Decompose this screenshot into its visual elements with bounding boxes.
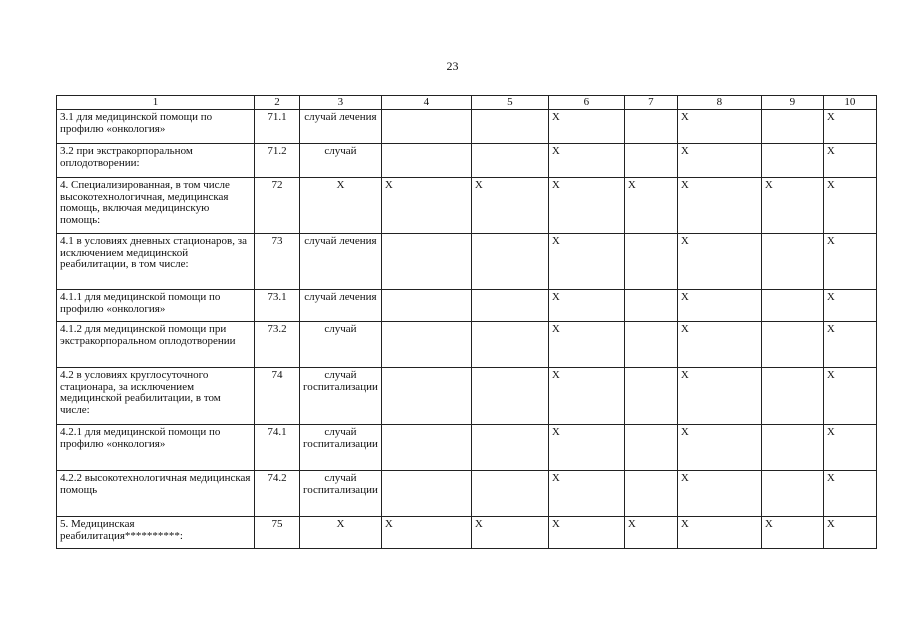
row-code: 73.1 [255, 290, 300, 322]
row-code: 71.1 [255, 110, 300, 144]
table-row [57, 110, 877, 144]
cell-col-5 [471, 471, 548, 517]
cell-col-5 [471, 322, 548, 368]
cell-col-4 [381, 110, 471, 144]
cell-col-7 [624, 290, 677, 322]
cell-col-4: X [381, 517, 471, 549]
cell-col-9 [761, 425, 823, 471]
row-unit: случай лечения [300, 110, 382, 144]
cell-col-8: X [677, 234, 761, 290]
cell-col-8: X [677, 178, 761, 234]
cell-col-5 [471, 110, 548, 144]
table-row [57, 322, 877, 368]
cell-col-9 [761, 322, 823, 368]
cell-col-5: X [471, 517, 548, 549]
table-row [57, 425, 877, 471]
row-code: 74.1 [255, 425, 300, 471]
cell-col-7 [624, 144, 677, 178]
table-row [57, 144, 877, 178]
page-number: 23 [446, 59, 459, 73]
table-row [57, 290, 877, 322]
cell-col-10: X [823, 425, 876, 471]
table-row [57, 517, 877, 549]
row-label: 3.2 при экстракорпоральном оплодотворении: [57, 144, 255, 178]
cell-col-9: X [761, 178, 823, 234]
row-unit: случай лечения [300, 234, 382, 290]
cell-col-6: X [548, 425, 624, 471]
cell-col-8: X [677, 425, 761, 471]
cell-col-10: X [823, 234, 876, 290]
cell-col-5 [471, 290, 548, 322]
cell-col-10: X [823, 322, 876, 368]
cell-col-6: X [548, 290, 624, 322]
cell-col-7 [624, 368, 677, 425]
cell-col-6: X [548, 322, 624, 368]
cell-col-7 [624, 234, 677, 290]
row-label: 4.1.2 для медицинской помощи при экстракорпоральном оплодотворении [57, 322, 255, 368]
column-header: 3 [300, 96, 382, 110]
cell-col-10: X [823, 517, 876, 549]
column-header: 9 [761, 96, 823, 110]
row-label: 4.1.1 для медицинской помощи по профилю «онкология» [57, 290, 255, 322]
cell-col-9 [761, 290, 823, 322]
cell-col-9: X [761, 517, 823, 549]
cell-col-4: X [381, 178, 471, 234]
cell-col-9 [761, 234, 823, 290]
row-unit: случай лечения [300, 290, 382, 322]
cell-col-9 [761, 144, 823, 178]
cell-col-10: X [823, 368, 876, 425]
cell-col-8: X [677, 322, 761, 368]
row-code: 73.2 [255, 322, 300, 368]
cell-col-8: X [677, 144, 761, 178]
row-unit: X [300, 517, 382, 549]
cell-col-6: X [548, 517, 624, 549]
row-label: 4.2.2 высокотехнологичная медицинская помощь [57, 471, 255, 517]
cell-col-10: X [823, 290, 876, 322]
cell-col-4 [381, 322, 471, 368]
table-row [57, 368, 877, 425]
row-label: 4. Специализированная, в том числе высокотехнологичная, медицинская помощь, включая медицинскую помощь: [57, 178, 255, 234]
cell-col-6: X [548, 471, 624, 517]
row-unit: случай госпитализации [300, 368, 382, 425]
cell-col-4 [381, 425, 471, 471]
column-header: 1 [57, 96, 255, 110]
row-label: 4.1 в условиях дневных стационаров, за исключением медицинской реабилитации, в том числе: [57, 234, 255, 290]
cell-col-8: X [677, 290, 761, 322]
row-unit: случай [300, 144, 382, 178]
cell-col-8: X [677, 368, 761, 425]
data-table [56, 95, 877, 549]
cell-col-4 [381, 471, 471, 517]
row-code: 73 [255, 234, 300, 290]
cell-col-7 [624, 110, 677, 144]
cell-col-9 [761, 110, 823, 144]
table-row [57, 471, 877, 517]
cell-col-10: X [823, 178, 876, 234]
cell-col-8: X [677, 471, 761, 517]
cell-col-6: X [548, 144, 624, 178]
cell-col-4 [381, 144, 471, 178]
cell-col-10: X [823, 144, 876, 178]
cell-col-7: X [624, 517, 677, 549]
cell-col-6: X [548, 110, 624, 144]
row-code: 75 [255, 517, 300, 549]
cell-col-5: X [471, 178, 548, 234]
cell-col-9 [761, 471, 823, 517]
cell-col-6: X [548, 178, 624, 234]
cell-col-5 [471, 234, 548, 290]
row-label: 5. Медицинская реабилитация**********: [57, 517, 255, 549]
cell-col-9 [761, 368, 823, 425]
cell-col-4 [381, 234, 471, 290]
cell-col-8: X [677, 517, 761, 549]
row-unit: X [300, 178, 382, 234]
cell-col-5 [471, 368, 548, 425]
row-code: 74 [255, 368, 300, 425]
row-label: 4.2.1 для медицинской помощи по профилю «онкология» [57, 425, 255, 471]
row-label: 3.1 для медицинской помощи по профилю «онкология» [57, 110, 255, 144]
row-unit: случай [300, 322, 382, 368]
cell-col-4 [381, 368, 471, 425]
table-row [57, 234, 877, 290]
row-unit: случай госпитализации [300, 425, 382, 471]
column-header: 7 [624, 96, 677, 110]
cell-col-10: X [823, 110, 876, 144]
row-code: 71.2 [255, 144, 300, 178]
row-unit: случай госпитализации [300, 471, 382, 517]
cell-col-6: X [548, 234, 624, 290]
column-header: 10 [823, 96, 876, 110]
cell-col-7 [624, 425, 677, 471]
column-header: 6 [548, 96, 624, 110]
column-header: 4 [381, 96, 471, 110]
cell-col-8: X [677, 110, 761, 144]
cell-col-6: X [548, 368, 624, 425]
cell-col-10: X [823, 471, 876, 517]
cell-col-7: X [624, 178, 677, 234]
cell-col-7 [624, 471, 677, 517]
table-header-row [57, 96, 877, 110]
column-header: 8 [677, 96, 761, 110]
cell-col-5 [471, 144, 548, 178]
row-label: 4.2 в условиях круглосуточного стационара, за исключением медицинской реабилитации, в том числе: [57, 368, 255, 425]
cell-col-5 [471, 425, 548, 471]
table-row [57, 178, 877, 234]
column-header: 5 [471, 96, 548, 110]
cell-col-7 [624, 322, 677, 368]
row-code: 74.2 [255, 471, 300, 517]
row-code: 72 [255, 178, 300, 234]
cell-col-4 [381, 290, 471, 322]
column-header: 2 [255, 96, 300, 110]
